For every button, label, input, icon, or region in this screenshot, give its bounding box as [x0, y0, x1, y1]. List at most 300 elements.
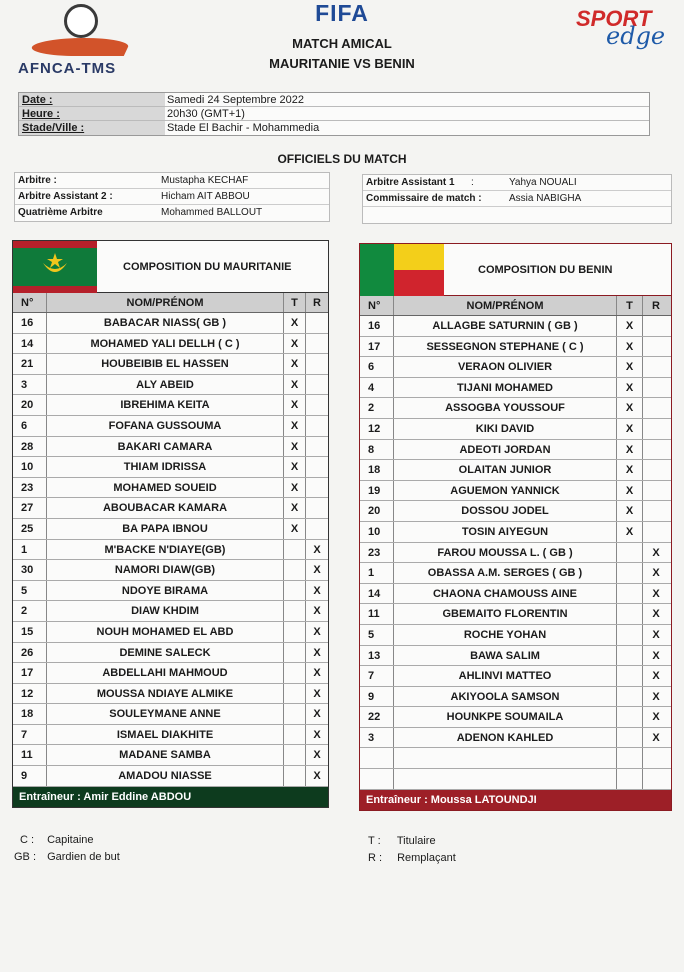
player-name: HOUBEIBIB EL HASSEN — [47, 354, 284, 374]
player-number: 21 — [13, 354, 47, 374]
titular-mark — [617, 748, 643, 768]
titular-mark: X — [617, 481, 643, 501]
player-name: FOFANA GUSSOUMA — [47, 416, 284, 436]
col-r: R — [313, 297, 321, 309]
player-number: 22 — [360, 707, 394, 727]
player-number: 3 — [13, 375, 47, 395]
substitute-mark — [643, 337, 669, 357]
substitute-mark: X — [652, 628, 660, 641]
player-number: 12 — [13, 684, 47, 704]
titular-mark — [617, 604, 643, 624]
player-name: NOUH MOHAMED EL ABD — [47, 622, 284, 642]
substitute-mark: X — [313, 543, 321, 556]
benin-column-header — [360, 296, 671, 316]
titular-mark — [284, 745, 306, 765]
player-row — [13, 766, 328, 787]
sport-edge-logo — [576, 6, 676, 66]
titular-mark: X — [617, 337, 643, 357]
titular-mark: X — [284, 457, 306, 477]
player-row — [360, 357, 671, 378]
substitute-mark: X — [652, 587, 660, 600]
mauritanie-coach: Entraîneur : Amir Eddine ABDOU — [13, 787, 328, 807]
officials-right-table — [362, 174, 672, 224]
substitute-mark: X — [313, 708, 321, 721]
player-number: 9 — [13, 766, 47, 786]
venue-label: Stade/Ville : — [19, 121, 165, 135]
substitute-mark — [643, 481, 669, 501]
titular-mark — [284, 725, 306, 745]
player-name: TIJANI MOHAMED — [394, 378, 617, 398]
player-name: SESSEGNON STEPHANE ( C ) — [394, 337, 617, 357]
player-row — [13, 684, 328, 705]
titular-mark — [617, 584, 643, 604]
player-name: MADANE SAMBA — [47, 745, 284, 765]
player-name: BABACAR NIASS( GB ) — [47, 313, 284, 333]
player-name: FAROU MOUSSA L. ( GB ) — [394, 543, 617, 563]
substitute-mark: X — [313, 646, 321, 659]
player-row — [360, 440, 671, 461]
player-row — [13, 581, 328, 602]
player-name: DEMINE SALECK — [47, 643, 284, 663]
player-number: 19 — [360, 481, 394, 501]
substitute-mark — [643, 440, 669, 460]
player-number: 4 — [360, 378, 394, 398]
legend-titular — [368, 835, 436, 847]
player-number: 3 — [360, 728, 394, 748]
titular-mark — [617, 666, 643, 686]
player-row — [360, 604, 671, 625]
player-row — [360, 687, 671, 708]
official-value: Assia NABIGHA — [509, 193, 582, 204]
substitute-mark — [306, 416, 328, 436]
substitute-mark — [306, 437, 328, 457]
substitute-mark — [306, 457, 328, 477]
player-name: GBEMAITO FLORENTIN — [394, 604, 617, 624]
player-name: AMADOU NIASSE — [47, 766, 284, 786]
player-name — [394, 769, 617, 789]
info-row-venue — [19, 121, 649, 135]
player-name: DIAW KHDIM — [47, 601, 284, 621]
player-row — [13, 437, 328, 458]
player-name: VERAON OLIVIER — [394, 357, 617, 377]
titular-mark: X — [617, 419, 643, 439]
player-row — [360, 501, 671, 522]
substitute-mark: X — [313, 667, 321, 680]
player-number: 10 — [360, 522, 394, 542]
substitute-mark — [643, 769, 669, 789]
substitute-mark — [306, 395, 328, 415]
official-value: Mohammed BALLOUT — [161, 207, 263, 218]
official-row — [363, 175, 671, 191]
titular-mark: X — [617, 378, 643, 398]
mauritanie-header — [13, 241, 328, 293]
substitute-mark: X — [652, 649, 660, 662]
player-row — [360, 522, 671, 543]
player-number: 2 — [13, 601, 47, 621]
player-row — [13, 725, 328, 746]
player-number: 17 — [360, 337, 394, 357]
legend-gb-value: Gardien de but — [47, 851, 120, 863]
official-label: Arbitre Assistant 2 : — [18, 191, 113, 202]
titular-mark — [617, 646, 643, 666]
substitute-mark: X — [652, 690, 660, 703]
titular-mark: X — [284, 354, 306, 374]
col-name: NOM/PRÉNOM — [47, 293, 284, 312]
col-number: N° — [13, 293, 47, 312]
titular-mark: X — [617, 398, 643, 418]
mauritanie-team-sheet — [12, 240, 329, 808]
mauritanie-title: COMPOSITION DU MAURITANIE — [123, 261, 292, 273]
titular-mark: X — [617, 316, 643, 336]
player-number: 13 — [360, 646, 394, 666]
substitute-mark: X — [313, 687, 321, 700]
substitute-mark — [643, 419, 669, 439]
match-info-table — [18, 92, 650, 136]
player-name: ROCHE YOHAN — [394, 625, 617, 645]
titular-mark — [284, 643, 306, 663]
titular-mark — [284, 540, 306, 560]
substitute-mark — [306, 478, 328, 498]
titular-mark — [284, 704, 306, 724]
player-name: MOUSSA NDIAYE ALMIKE — [47, 684, 284, 704]
titular-mark: X — [284, 498, 306, 518]
player-row — [13, 313, 328, 334]
benin-flag-icon — [360, 244, 444, 296]
player-row — [13, 498, 328, 519]
player-row — [360, 460, 671, 481]
titular-mark — [617, 625, 643, 645]
titular-mark: X — [617, 501, 643, 521]
sport-edge-logo-bottom: edge — [606, 22, 666, 50]
player-row — [13, 601, 328, 622]
player-number: 12 — [360, 419, 394, 439]
afnca-logo-text: AFNCA-TMS — [18, 60, 117, 77]
info-row-time — [19, 107, 649, 121]
player-row — [13, 416, 328, 437]
substitute-mark: X — [652, 731, 660, 744]
player-number: 27 — [13, 498, 47, 518]
official-value: Yahya NOUALI — [509, 177, 577, 188]
player-name: DOSSOU JODEL — [394, 501, 617, 521]
titular-mark: X — [284, 395, 306, 415]
player-number: 17 — [13, 663, 47, 683]
substitute-mark: X — [652, 670, 660, 683]
player-number: 7 — [13, 725, 47, 745]
titular-mark: X — [617, 522, 643, 542]
player-row — [13, 478, 328, 499]
player-number: 11 — [360, 604, 394, 624]
player-number: 2 — [360, 398, 394, 418]
player-number: 23 — [360, 543, 394, 563]
player-number: 7 — [360, 666, 394, 686]
benin-player-list — [360, 316, 671, 790]
mauritanie-column-header — [13, 293, 328, 313]
titular-mark — [284, 560, 306, 580]
substitute-mark: X — [313, 605, 321, 618]
player-name: AHLINVI MATTEO — [394, 666, 617, 686]
player-name: CHAONA CHAMOUSS AINE — [394, 584, 617, 604]
titular-mark: X — [617, 440, 643, 460]
titular-mark: X — [284, 416, 306, 436]
player-number: 18 — [360, 460, 394, 480]
player-row — [360, 666, 671, 687]
col-r: R — [652, 300, 660, 312]
player-number: 5 — [13, 581, 47, 601]
player-name: NDOYE BIRAMA — [47, 581, 284, 601]
player-name: ADENON KAHLED — [394, 728, 617, 748]
player-row — [360, 646, 671, 667]
player-row — [360, 419, 671, 440]
legend-r-value: Remplaçant — [397, 852, 456, 864]
player-number: 20 — [13, 395, 47, 415]
player-number: 30 — [13, 560, 47, 580]
legend-substitute — [368, 852, 456, 864]
player-row — [13, 540, 328, 561]
mauritanie-player-list — [13, 313, 328, 787]
player-name: M'BACKE N'DIAYE(GB) — [47, 540, 284, 560]
player-name: MOHAMED YALI DELLH ( C ) — [47, 334, 284, 354]
date-label: Date : — [19, 93, 165, 106]
substitute-mark — [306, 334, 328, 354]
sport-edge-logo-top: SPORT — [576, 6, 652, 31]
player-name: SOULEYMANE ANNE — [47, 704, 284, 724]
player-number: 25 — [13, 519, 47, 539]
substitute-mark: X — [313, 584, 321, 597]
player-name: AKIYOOLA SAMSON — [394, 687, 617, 707]
legend-r-key: R : — [368, 852, 383, 864]
player-row — [360, 316, 671, 337]
substitute-mark — [643, 378, 669, 398]
titular-mark — [617, 563, 643, 583]
player-row — [13, 334, 328, 355]
player-row — [360, 625, 671, 646]
venue-value: Stade El Bachir - Mohammedia — [167, 122, 320, 134]
match-type: MATCH AMICAL — [292, 36, 392, 51]
player-name: ABDELLAHI MAHMOUD — [47, 663, 284, 683]
player-number: 9 — [360, 687, 394, 707]
official-label: Arbitre : — [18, 175, 57, 186]
col-t: T — [617, 296, 643, 315]
player-number: 28 — [13, 437, 47, 457]
official-colon: : — [471, 177, 474, 188]
titular-mark — [617, 728, 643, 748]
legend-c-value: Capitaine — [47, 834, 94, 846]
substitute-mark: X — [652, 546, 660, 559]
player-row — [13, 560, 328, 581]
officials-title: OFFICIELS DU MATCH — [277, 152, 407, 166]
titular-mark — [284, 581, 306, 601]
player-row — [13, 704, 328, 725]
player-number — [360, 748, 394, 768]
player-number: 8 — [360, 440, 394, 460]
titular-mark: X — [284, 375, 306, 395]
substitute-mark: X — [313, 749, 321, 762]
player-number: 18 — [13, 704, 47, 724]
substitute-mark — [643, 522, 669, 542]
player-row — [360, 378, 671, 399]
official-row — [15, 189, 329, 205]
player-row — [13, 395, 328, 416]
player-number: 16 — [360, 316, 394, 336]
official-label: Quatrième Arbitre — [18, 207, 103, 218]
date-value: Samedi 24 Septembre 2022 — [167, 94, 304, 106]
player-row — [360, 728, 671, 749]
titular-mark: X — [284, 437, 306, 457]
titular-mark: X — [284, 313, 306, 333]
player-name: ASSOGBA YOUSSOUF — [394, 398, 617, 418]
legend-goalkeeper — [14, 851, 120, 863]
player-name: ADEOTI JORDAN — [394, 440, 617, 460]
player-name: NAMORI DIAW(GB) — [47, 560, 284, 580]
player-name: TOSIN AIYEGUN — [394, 522, 617, 542]
player-number: 15 — [13, 622, 47, 642]
player-row — [13, 643, 328, 664]
benin-coach: Entraîneur : Moussa LATOUNDJI — [360, 790, 671, 810]
player-row — [360, 563, 671, 584]
player-name: THIAM IDRISSA — [47, 457, 284, 477]
player-name: OLAITAN JUNIOR — [394, 460, 617, 480]
substitute-mark — [643, 398, 669, 418]
player-row — [13, 457, 328, 478]
player-row — [360, 707, 671, 728]
player-number: 1 — [360, 563, 394, 583]
titular-mark — [284, 622, 306, 642]
player-name: IBREHIMA KEITA — [47, 395, 284, 415]
player-row — [360, 769, 671, 790]
player-row — [360, 481, 671, 502]
player-name: ALLAGBE SATURNIN ( GB ) — [394, 316, 617, 336]
player-name: ISMAEL DIAKHITE — [47, 725, 284, 745]
legend-t-value: Titulaire — [396, 835, 436, 847]
player-row — [13, 663, 328, 684]
officials-left-table — [14, 172, 330, 222]
substitute-mark — [306, 498, 328, 518]
legend-gb-key: GB : — [14, 851, 37, 863]
titular-mark — [617, 769, 643, 789]
player-number: 10 — [13, 457, 47, 477]
titular-mark — [617, 687, 643, 707]
titular-mark — [284, 684, 306, 704]
time-value: 20h30 (GMT+1) — [167, 108, 245, 120]
player-name: ABOUBACAR KAMARA — [47, 498, 284, 518]
substitute-mark — [643, 460, 669, 480]
official-label: Commissaire de match : — [366, 193, 482, 204]
col-t: T — [284, 293, 306, 312]
substitute-mark — [306, 375, 328, 395]
player-number: 23 — [13, 478, 47, 498]
titular-mark — [284, 601, 306, 621]
official-row — [363, 191, 671, 207]
titular-mark: X — [284, 478, 306, 498]
player-row — [360, 584, 671, 605]
player-name: MOHAMED SOUEID — [47, 478, 284, 498]
benin-header — [360, 244, 671, 296]
player-number — [360, 769, 394, 789]
benin-title: COMPOSITION DU BENIN — [478, 264, 613, 276]
player-name: AGUEMON YANNICK — [394, 481, 617, 501]
player-name: KIKI DAVID — [394, 419, 617, 439]
match-teams: MAURITANIE VS BENIN — [269, 56, 415, 71]
player-number: 14 — [360, 584, 394, 604]
player-number: 20 — [360, 501, 394, 521]
substitute-mark: X — [313, 625, 321, 638]
official-row — [15, 173, 329, 189]
legend-t-key: T : — [368, 835, 381, 847]
substitute-mark — [643, 357, 669, 377]
player-number: 1 — [13, 540, 47, 560]
player-row — [360, 398, 671, 419]
substitute-mark: X — [313, 770, 321, 783]
player-name: BA PAPA IBNOU — [47, 519, 284, 539]
substitute-mark: X — [652, 608, 660, 621]
official-row — [15, 205, 329, 221]
substitute-mark — [643, 316, 669, 336]
player-name: BAKARI CAMARA — [47, 437, 284, 457]
player-name — [394, 748, 617, 768]
mauritania-flag-icon — [13, 241, 97, 293]
player-row — [360, 543, 671, 564]
player-number: 5 — [360, 625, 394, 645]
substitute-mark: X — [652, 711, 660, 724]
substitute-mark: X — [313, 564, 321, 577]
player-name: HOUNKPE SOUMAILA — [394, 707, 617, 727]
substitute-mark — [306, 519, 328, 539]
player-number: 16 — [13, 313, 47, 333]
player-row — [13, 375, 328, 396]
titular-mark — [284, 663, 306, 683]
legend-c-key: C : — [20, 834, 35, 846]
player-row — [13, 354, 328, 375]
player-row — [13, 622, 328, 643]
player-number: 26 — [13, 643, 47, 663]
player-row — [360, 748, 671, 769]
titular-mark — [617, 543, 643, 563]
col-number: N° — [360, 296, 394, 315]
official-label: Arbitre Assistant 1 — [366, 177, 455, 188]
player-name: OBASSA A.M. SERGES ( GB ) — [394, 563, 617, 583]
col-name: NOM/PRÉNOM — [394, 296, 617, 315]
player-number: 6 — [360, 357, 394, 377]
player-number: 14 — [13, 334, 47, 354]
benin-team-sheet — [359, 243, 672, 811]
player-row — [13, 519, 328, 540]
substitute-mark: X — [313, 728, 321, 741]
titular-mark: X — [284, 334, 306, 354]
player-name: ALY ABEID — [47, 375, 284, 395]
substitute-mark — [643, 748, 669, 768]
titular-mark: X — [617, 357, 643, 377]
titular-mark: X — [617, 460, 643, 480]
titular-mark: X — [284, 519, 306, 539]
substitute-mark — [306, 313, 328, 333]
time-label: Heure : — [19, 107, 165, 120]
player-number: 11 — [13, 745, 47, 765]
player-number: 6 — [13, 416, 47, 436]
substitute-mark — [643, 501, 669, 521]
info-row-date — [19, 93, 649, 107]
official-value: Hicham AIT ABBOU — [161, 191, 250, 202]
fifa-title: FIFA — [315, 0, 369, 26]
substitute-mark: X — [652, 567, 660, 580]
official-row — [363, 207, 671, 223]
substitute-mark — [306, 354, 328, 374]
titular-mark — [284, 766, 306, 786]
titular-mark — [617, 707, 643, 727]
player-name: BAWA SALIM — [394, 646, 617, 666]
player-row — [360, 337, 671, 358]
player-row — [13, 745, 328, 766]
legend-captain — [20, 834, 94, 846]
